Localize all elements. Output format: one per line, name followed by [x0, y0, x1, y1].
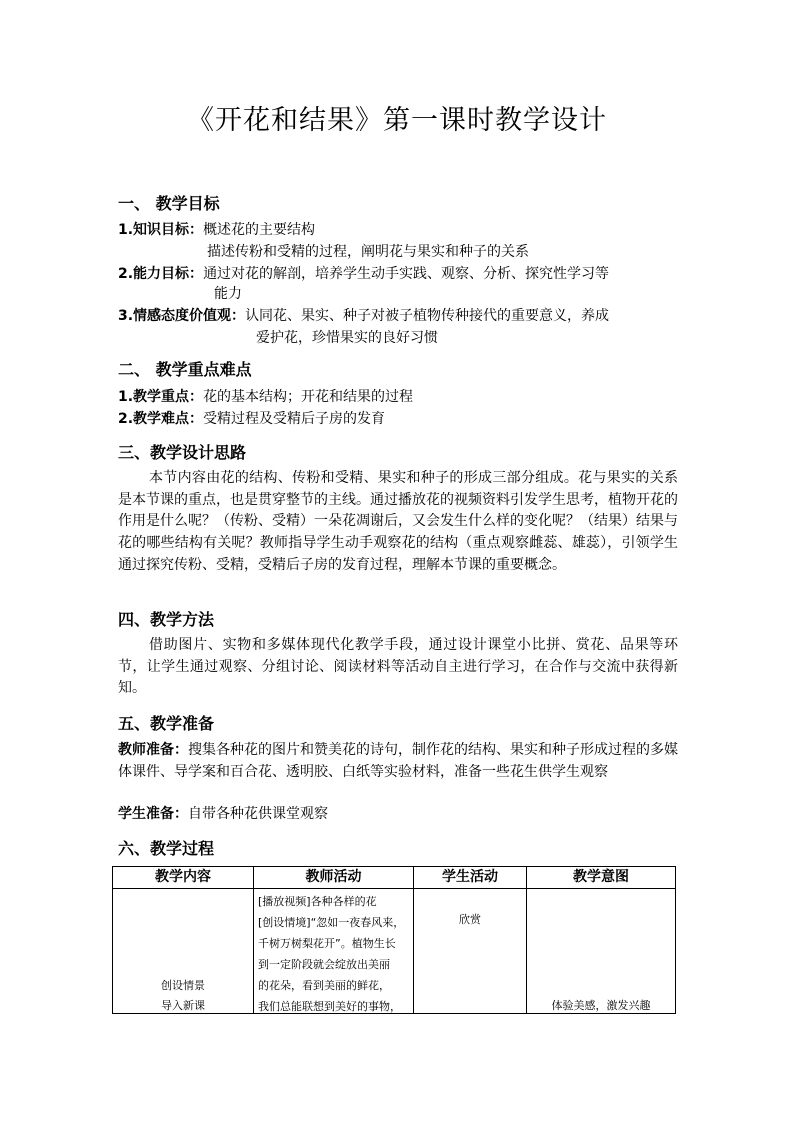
- emotion-objective-label: 3.情感态度价值观：: [118, 308, 246, 324]
- table-cell-intent: [527, 889, 676, 1014]
- methods-paragraph: 借助图片、实物和多媒体现代化教学手段，通过设计课堂小比拼、赏花、品果等环节，让学生通过观察、分组讨论、阅读材料等活动自主进行学习，在合作与交流中获得新知。: [118, 637, 678, 697]
- teaching-difficulty-text: 受精过程及受精后子房的发育: [203, 411, 386, 427]
- table-row: [113, 889, 676, 1014]
- ability-objective-text: 通过对花的解剖，培养学生动手实践、观察、分析、探究性学习等: [203, 266, 610, 282]
- teacher-activity-line: 我们总能联想到美好的事物，: [258, 1000, 401, 1013]
- teacher-activity-line: [播放视频]各种各样的花: [258, 895, 377, 908]
- design-idea-paragraph: 本节内容由花的结构、传粉和受精、果实和种子的形成三部分组成。花与果实的关系是本节课的重点，也是贯穿整节的主线。通过播放花的视频资料引发学生思考，植物开花的作用是什么呢？（传粉、受精）一朵花凋谢后，又会发生什么样的变化呢？（结果）结果与花的哪些结构有关呢？教师指导学生动手观察花的结构（重点观察雌蕊、雄蕊），引领学生通过探究传粉、受精，受精后子房的发育过程，理解本节课的重要概念。: [118, 470, 678, 573]
- emotion-objective-text: 认同花、果实、种子对被子植物传种接代的重要意义，养成: [245, 308, 610, 324]
- teaching-focus-label: 1.教学重点：: [118, 389, 204, 405]
- student-preparation-text: 自带各种花供课堂观察: [188, 806, 328, 822]
- teacher-preparation-label: 教师准备：: [118, 742, 188, 758]
- section-heading-preparation: 五、教学准备: [118, 714, 215, 733]
- teacher-activity-line: 的花朵，看到美丽的鲜花，: [258, 979, 390, 992]
- table-header-student: 学生活动: [414, 867, 527, 889]
- emotion-objective: [118, 306, 609, 326]
- ability-objective-label: 2.能力目标：: [118, 266, 204, 282]
- teaching-difficulty: [118, 409, 385, 429]
- student-preparation-label: 学生准备：: [118, 806, 188, 822]
- table-header-intent: 教学意图: [527, 867, 676, 889]
- section-heading-key-points: 二、 教学重点难点: [118, 360, 252, 379]
- document-title: 《开花和结果》第一课时教学设计: [187, 105, 607, 136]
- knowledge-objective-line2: 描述传粉和受精的过程，阐明花与果实和种子的关系: [207, 244, 529, 260]
- table-header-teacher: 教师活动: [254, 867, 414, 889]
- knowledge-objective-text: 概述花的主要结构: [203, 222, 316, 238]
- section-heading-process: 六、教学过程: [118, 839, 215, 858]
- teaching-focus-text: 花的基本结构；开花和结果的过程: [203, 389, 414, 405]
- table-header-content: 教学内容: [113, 867, 254, 889]
- table-header-row: [113, 867, 676, 889]
- table-cell-content: [113, 889, 254, 1014]
- teaching-difficulty-label: 2.教学难点：: [118, 411, 204, 427]
- table-cell-student: [414, 889, 527, 1014]
- teaching-focus: [118, 387, 413, 407]
- ability-objective-line2: 能力: [214, 286, 242, 302]
- content-line1: 创设情景: [161, 979, 205, 992]
- student-activity-text: 欣赏: [459, 913, 481, 926]
- section-heading-objectives: 一、 教学目标: [118, 194, 220, 213]
- section-heading-methods: 四、教学方法: [118, 610, 215, 629]
- intent-text: 体验美感，激发兴趣: [551, 999, 651, 1012]
- section-heading-design-idea: 三、教学设计思路: [118, 443, 247, 462]
- teacher-activity-line: 千树万树梨花开”。植物生长: [258, 937, 396, 950]
- teacher-activity-line: [创设情境]“忽如一夜春风来，: [258, 916, 405, 929]
- teacher-preparation-text: 搜集各种花的图片和赞美花的诗句，制作花的结构、果实和种子形成过程的多媒体课件、导学案和百合花、透明胶、白纸等实验材料，准备一些花生供学生观察: [118, 742, 678, 780]
- knowledge-objective: [118, 220, 315, 240]
- emotion-objective-line2: 爱护花，珍惜果实的良好习惯: [256, 330, 438, 346]
- content-line2: 导入新课: [161, 999, 205, 1012]
- teacher-activity-line: 到一定阶段就会绽放出美丽: [258, 958, 390, 971]
- table-cell-teacher: [254, 889, 414, 1014]
- student-preparation: [118, 804, 678, 826]
- ability-objective: [118, 264, 609, 284]
- knowledge-objective-label: 1.知识目标：: [118, 222, 204, 238]
- teacher-preparation: [118, 740, 678, 783]
- teaching-process-table: [112, 866, 676, 1014]
